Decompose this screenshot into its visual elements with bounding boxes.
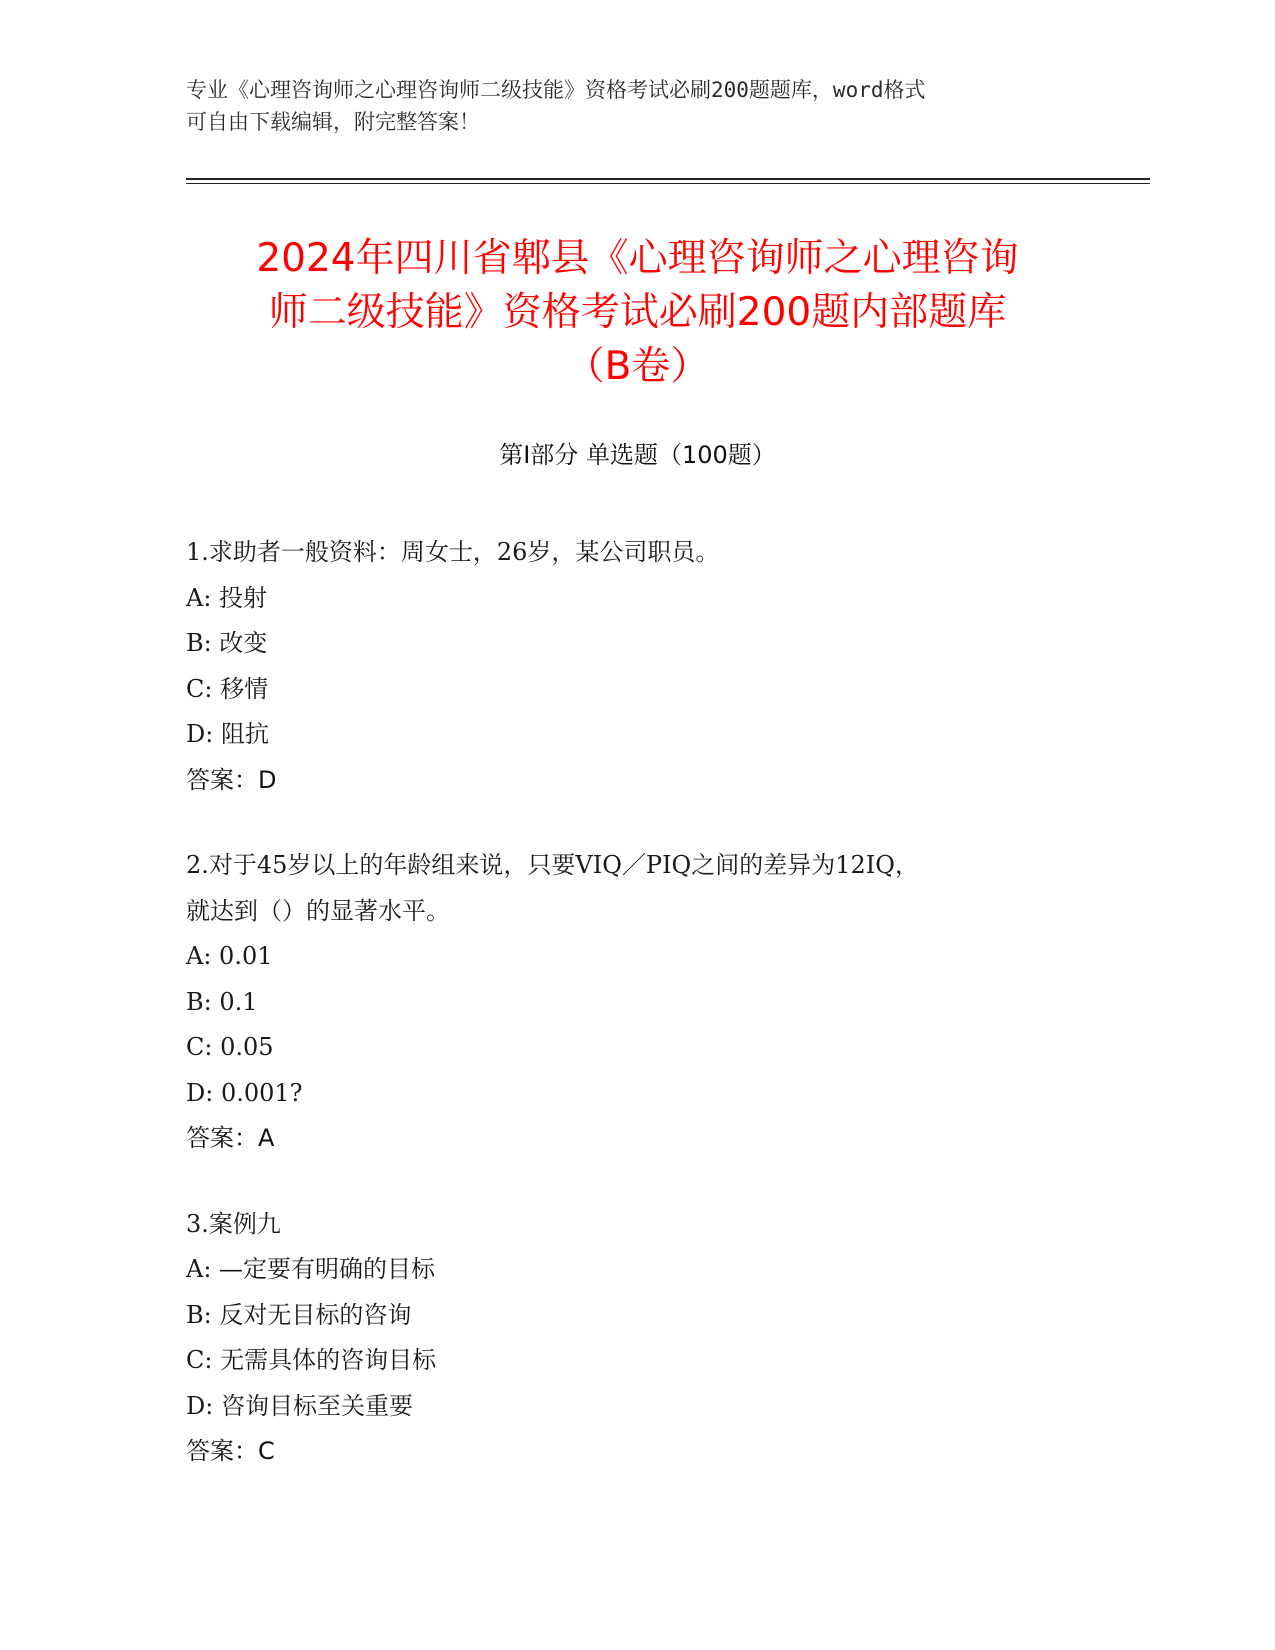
option-c: C: 移情 [186, 674, 269, 703]
document-title-line-3: （B卷） [565, 344, 710, 389]
answer: 答案：C [186, 1437, 275, 1465]
option-b: B: 0.1 [186, 987, 258, 1016]
question-stem: 3.案例九 [186, 1209, 281, 1238]
question-stem-continued: 就达到（）的显著水平。 [186, 896, 450, 925]
answer: 答案：A [186, 1124, 275, 1152]
question-list [186, 530, 1086, 1515]
option-d: D: 咨询目标至关重要 [186, 1391, 413, 1420]
option-b: B: 改变 [186, 629, 268, 657]
option-a: A: 投射 [186, 583, 268, 612]
question-2 [186, 843, 1086, 1162]
option-b: B: 反对无目标的咨询 [186, 1300, 412, 1329]
option-d: D: 阻抗 [186, 720, 269, 748]
option-c: C: 无需具体的咨询目标 [186, 1346, 437, 1374]
answer: 答案：D [186, 765, 277, 794]
question-stem: 1.求助者一般资料：周女士，26岁，某公司职员。 [186, 538, 720, 566]
question-3 [186, 1202, 1086, 1475]
option-a: A: 0.01 [186, 942, 273, 970]
header-note-line-1: 专业《心理咨询师之心理咨询师二级技能》资格考试必刷200题题库，word格式 [186, 78, 926, 102]
document-title-line-2: 师二级技能》资格考试必刷200题内部题库 [268, 290, 1007, 335]
section-title: 第Ⅰ部分 单选题（100题） [499, 441, 776, 469]
header-divider-thin [186, 183, 1150, 184]
document-title [150, 232, 1125, 394]
option-c: C: 0.05 [186, 1033, 274, 1061]
header-divider-thick [186, 178, 1150, 180]
question-stem: 2.对于45岁以上的年龄组来说，只要VIQ／PIQ之间的差异为12IQ， [186, 851, 919, 879]
question-1 [186, 530, 1086, 803]
option-a: A: —定要有明确的目标 [186, 1255, 436, 1283]
header-note-line-2: 可自由下载编辑，附完整答案！ [186, 110, 480, 134]
option-d: D: 0.001? [186, 1078, 303, 1107]
header-note [186, 74, 1086, 138]
document-title-line-1: 2024年四川省郫县《心理咨询师之心理咨询 [256, 236, 1019, 281]
